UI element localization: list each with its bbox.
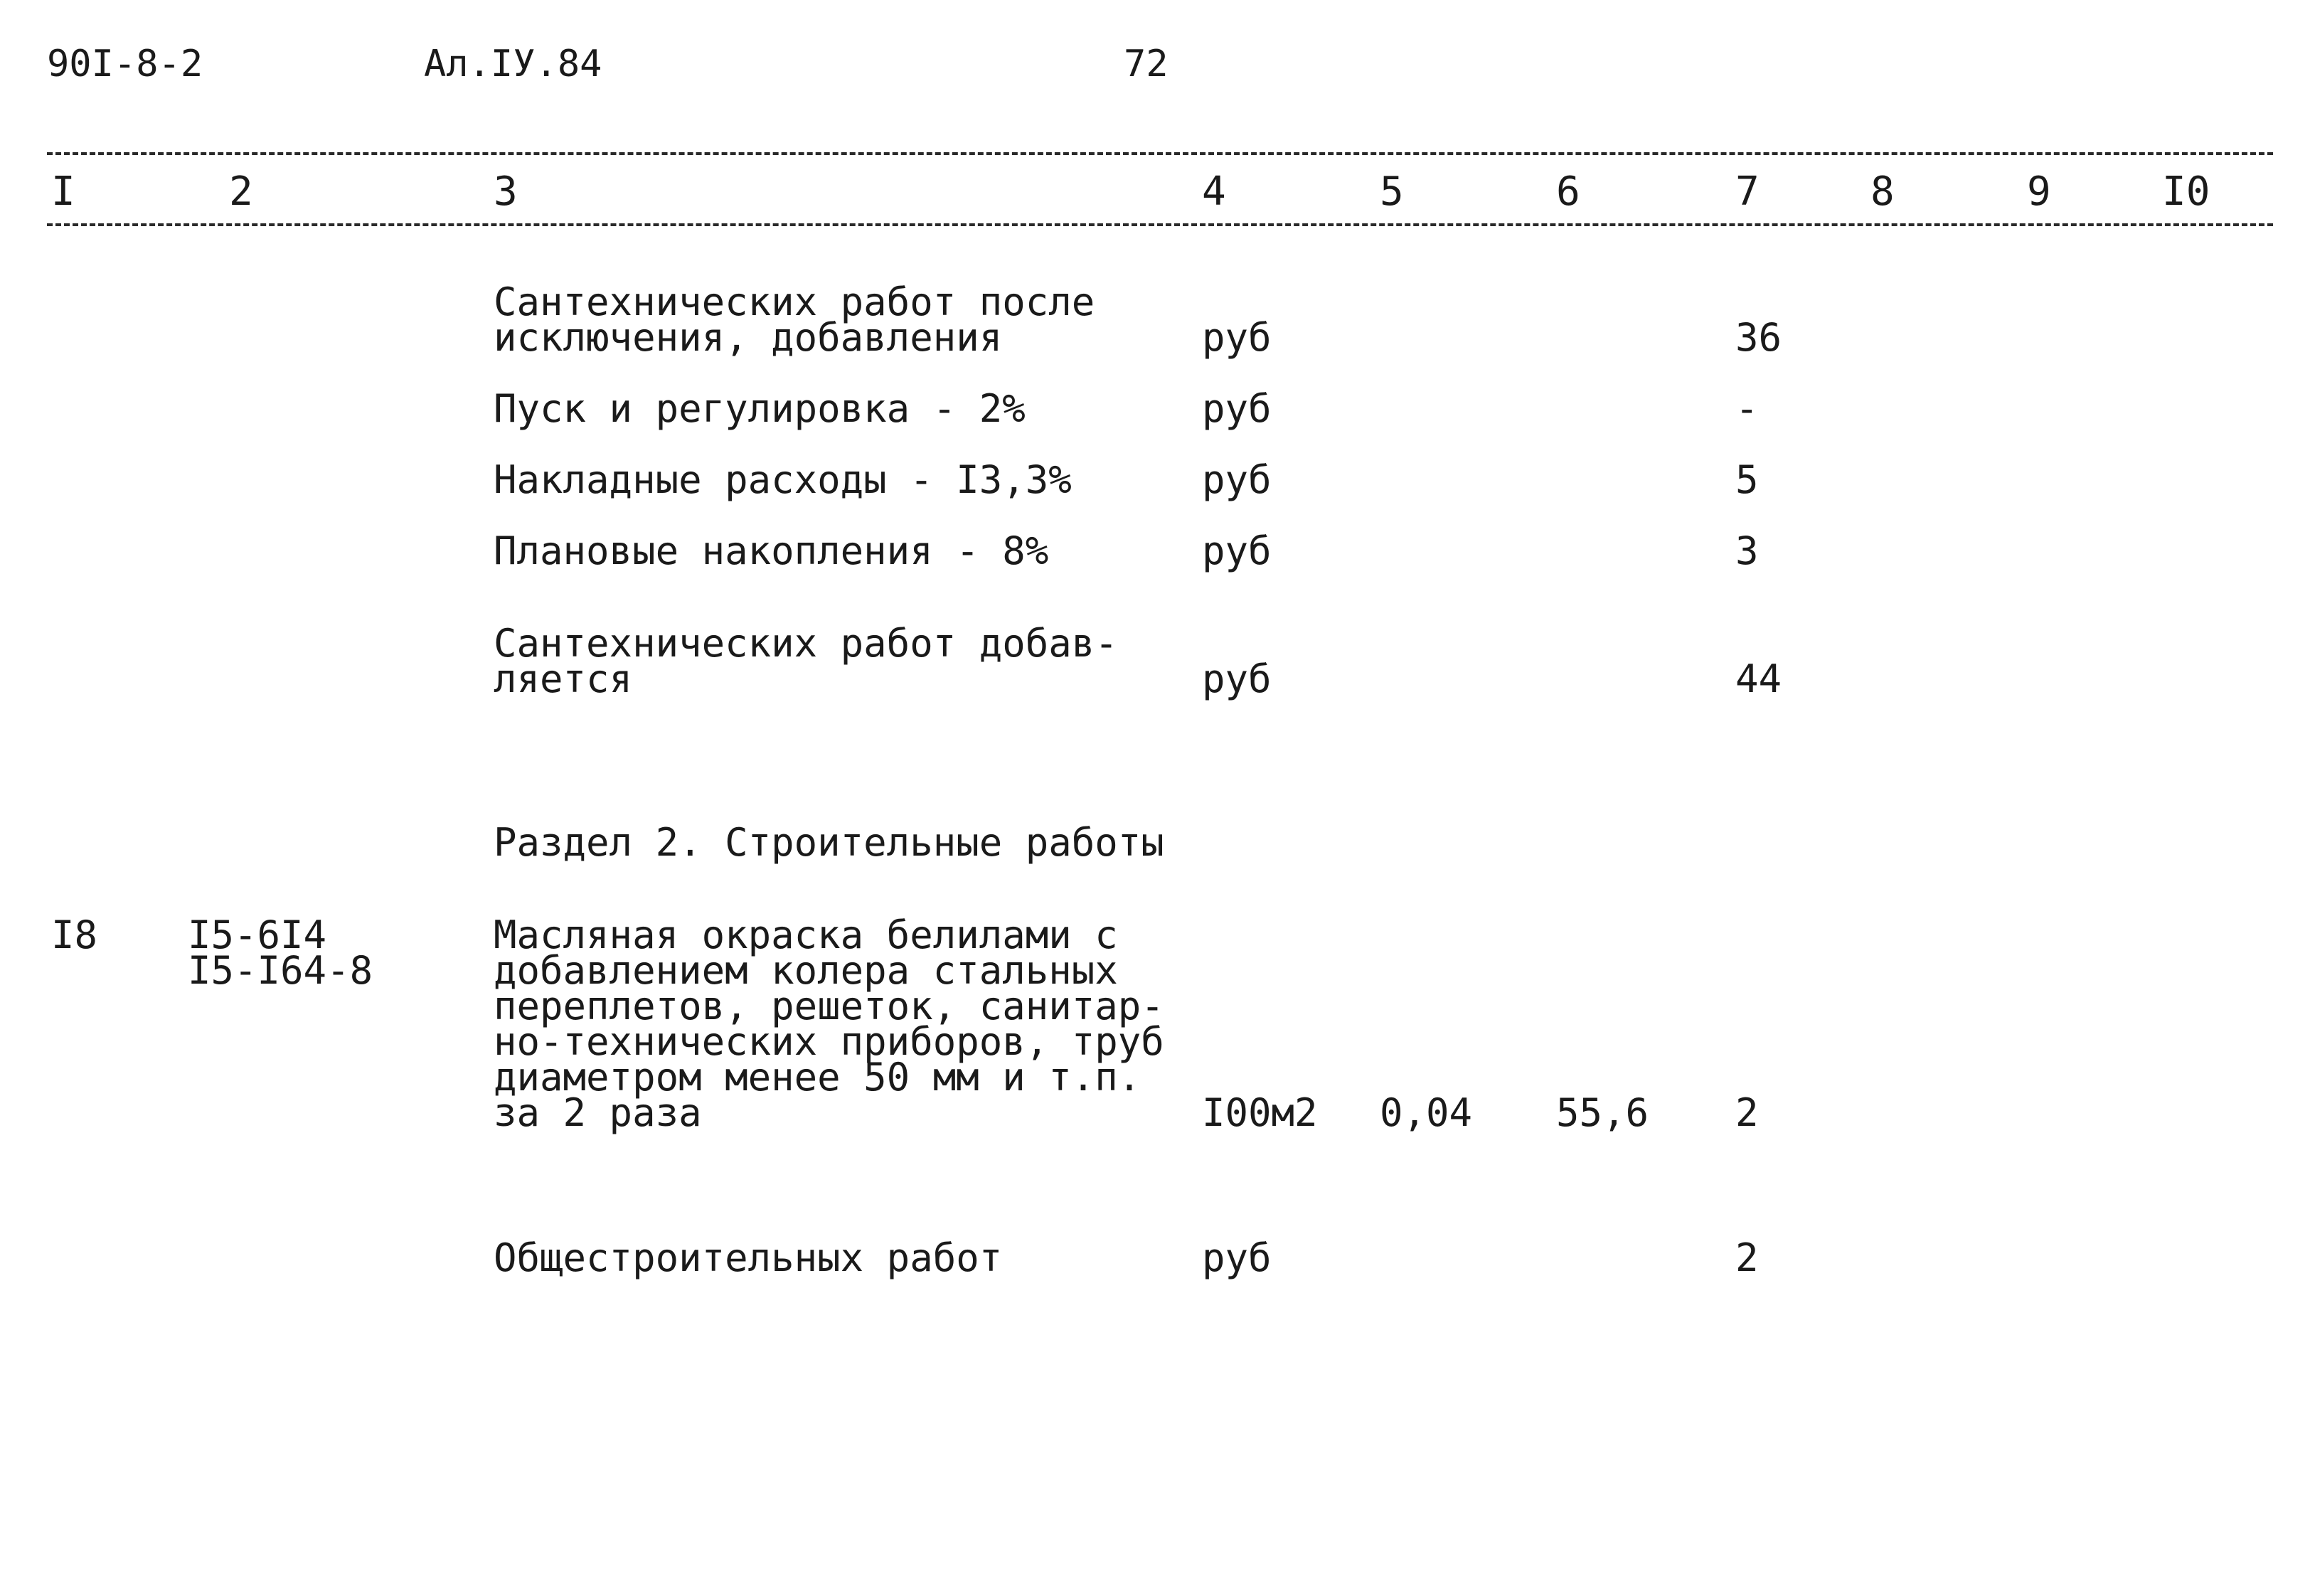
- row2-col7: -: [1735, 386, 1759, 431]
- row6-unit: I00м2: [1202, 1090, 1318, 1135]
- header-rule-top: [47, 152, 2273, 155]
- page-number: 72: [1124, 43, 1169, 85]
- doc-code: 90I-8-2: [47, 43, 203, 85]
- col-header-3: 3: [494, 169, 518, 215]
- row3-unit: руб: [1202, 457, 1272, 502]
- row6-col7: 2: [1735, 1090, 1759, 1135]
- row2-description: Пуск и регулировка - 2%: [494, 386, 1026, 431]
- row3-col7: 5: [1735, 457, 1759, 502]
- col-header-6: 6: [1556, 169, 1580, 215]
- row1-col7: 36: [1735, 315, 1782, 360]
- col-header-5: 5: [1380, 169, 1404, 215]
- row4-unit: руб: [1202, 528, 1272, 573]
- row7-unit: руб: [1202, 1235, 1272, 1280]
- row5-col7: 44: [1735, 656, 1782, 701]
- row6-number: I8: [51, 913, 98, 957]
- row1-description: Сантехнических работ после исключения, добавления: [494, 280, 1095, 360]
- row2-unit: руб: [1202, 386, 1272, 431]
- row3-description: Накладные расходы - I3,3%: [494, 457, 1072, 502]
- row4-description: Плановые накопления - 8%: [494, 528, 1049, 573]
- row4-col7: 3: [1735, 528, 1759, 573]
- col-header-7: 7: [1735, 169, 1760, 215]
- row7-description: Общестроительных работ: [494, 1235, 1003, 1280]
- row6-col5: 0,04: [1380, 1090, 1473, 1135]
- row5-unit: руб: [1202, 656, 1272, 701]
- row6-description: Масляная окраска белилами с добавлением колера стальных переплетов, решеток, санитар- но-технических приборов, труб диаметром менее 50 мм и т.п. за 2 раза: [494, 913, 1164, 1135]
- row6-codes: I5-6I4 I5-I64-8: [188, 913, 373, 993]
- header-rule-bottom: [47, 223, 2273, 226]
- album-code: Ал.IУ.84: [424, 43, 602, 85]
- col-header-10: I0: [2162, 169, 2210, 215]
- row5-description: Сантехнических работ добав- ляется: [494, 621, 1118, 701]
- col-header-4: 4: [1202, 169, 1226, 215]
- row1-unit: руб: [1202, 315, 1272, 360]
- col-header-8: 8: [1870, 169, 1895, 215]
- col-header-2: 2: [229, 169, 253, 215]
- row7-col7: 2: [1735, 1235, 1759, 1280]
- col-header-9: 9: [2027, 169, 2051, 215]
- row6-col6: 55,6: [1556, 1090, 1649, 1135]
- section-heading: Раздел 2. Строительные работы: [494, 820, 1164, 865]
- col-header-1: I: [51, 169, 75, 215]
